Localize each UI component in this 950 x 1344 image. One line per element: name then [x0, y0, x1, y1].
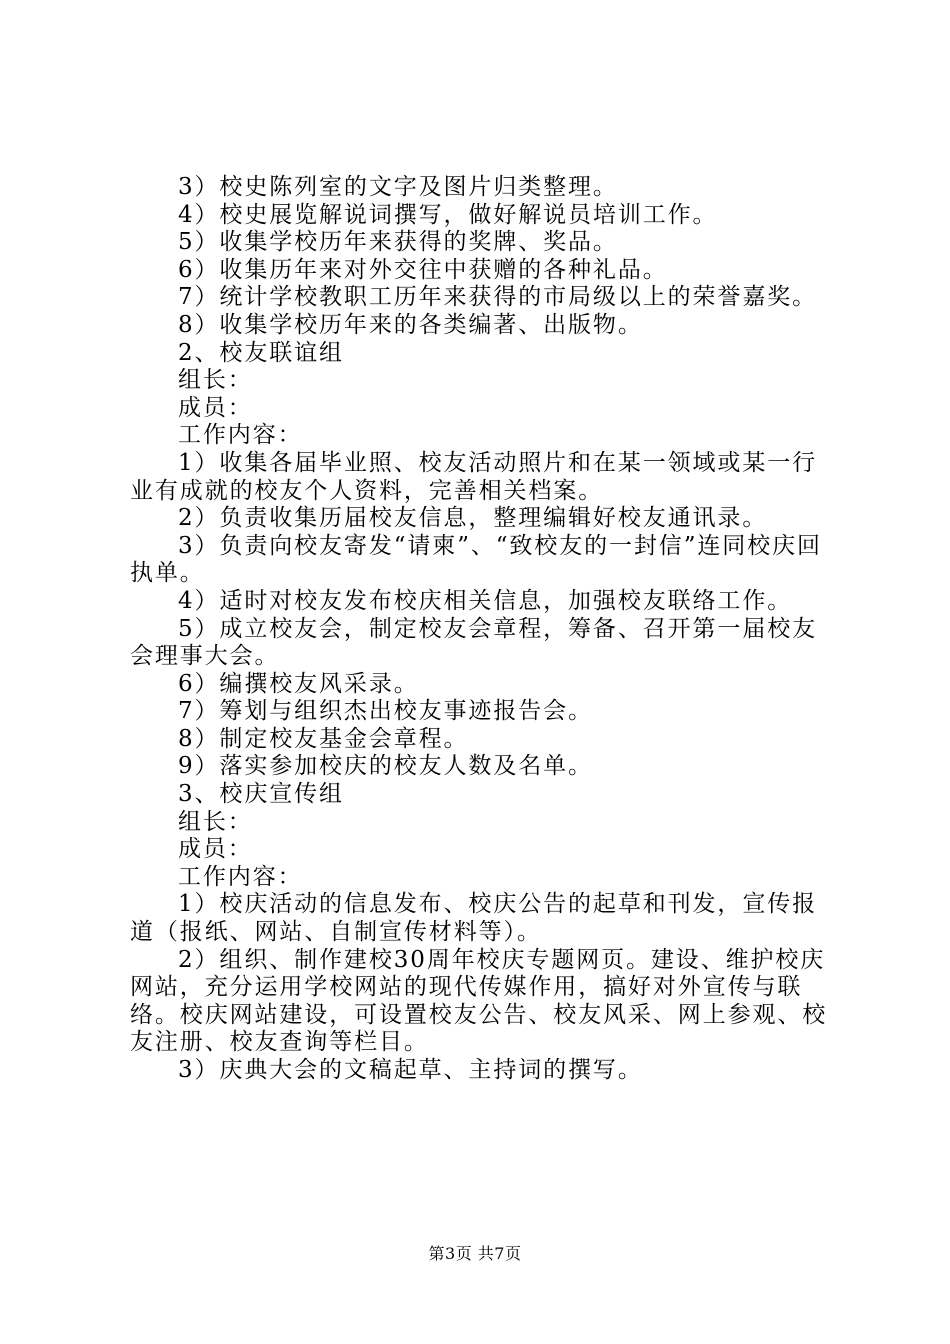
paragraph: 1）校庆活动的信息发布、校庆公告的起草和刊发，宣传报道（报纸、网站、自制宣传材料等）。: [130, 891, 818, 946]
paragraph: 5）收集学校历年来获得的奖牌、奖品。: [178, 229, 618, 256]
paragraph: 4）适时对校友发布校庆相关信息，加强校友联络工作。: [178, 587, 793, 614]
paragraph: 8）收集学校历年来的各类编著、出版物。: [178, 311, 643, 338]
paragraph: 3）校史陈列室的文字及图片归类整理。: [178, 174, 618, 200]
paragraph: 2）组织、制作建校30周年校庆专题网页。建设、维护校庆网站，充分运用学校网站的现代传媒作用，搞好对外宣传与联络。校庆网站建设，可设置校友公告、校友风采、网上参观、校友注册、校友查询等栏目。: [130, 946, 828, 1056]
section-heading: 2、校友联谊组: [178, 339, 344, 366]
document-body: [130, 174, 830, 1085]
group-leader-label: 组长：: [178, 808, 253, 835]
paragraph: 5）成立校友会，制定校友会章程，筹备、召开第一届校友会理事大会。: [130, 615, 818, 670]
page-number-footer: 第3页 共7页: [428, 1244, 522, 1263]
paragraph: 3）负责向校友寄发“请柬”、“致校友的一封信”连同校庆回执单。: [130, 532, 822, 587]
paragraph: 3）庆典大会的文稿起草、主持词的撰写。: [178, 1057, 643, 1083]
paragraph: 8）制定校友基金会章程。: [178, 725, 469, 752]
work-content-label: 工作内容：: [178, 422, 303, 449]
paragraph: 1）收集各届毕业照、校友活动照片和在某一领域或某一行业有成就的校友个人资料，完善相关档案。: [130, 449, 818, 504]
group-leader-label: 组长：: [178, 367, 253, 394]
work-content-label: 工作内容：: [178, 863, 303, 890]
paragraph: 9）落实参加校庆的校友人数及名单。: [178, 753, 593, 780]
paragraph: 7）统计学校教职工历年来获得的市局级以上的荣誉嘉奖。: [178, 284, 818, 311]
paragraph: 7）筹划与组织杰出校友事迹报告会。: [178, 698, 593, 725]
group-members-label: 成员：: [178, 836, 253, 863]
group-members-label: 成员：: [178, 394, 253, 421]
section-heading: 3、校庆宣传组: [178, 781, 344, 808]
paragraph: 2）负责收集历届校友信息，整理编辑好校友通讯录。: [178, 505, 768, 532]
paragraph: 6）收集历年来对外交往中获赠的各种礼品。: [178, 256, 668, 283]
paragraph: 6）编撰校友风采录。: [178, 670, 419, 697]
paragraph: 4）校史展览解说词撰写，做好解说员培训工作。: [178, 201, 718, 228]
